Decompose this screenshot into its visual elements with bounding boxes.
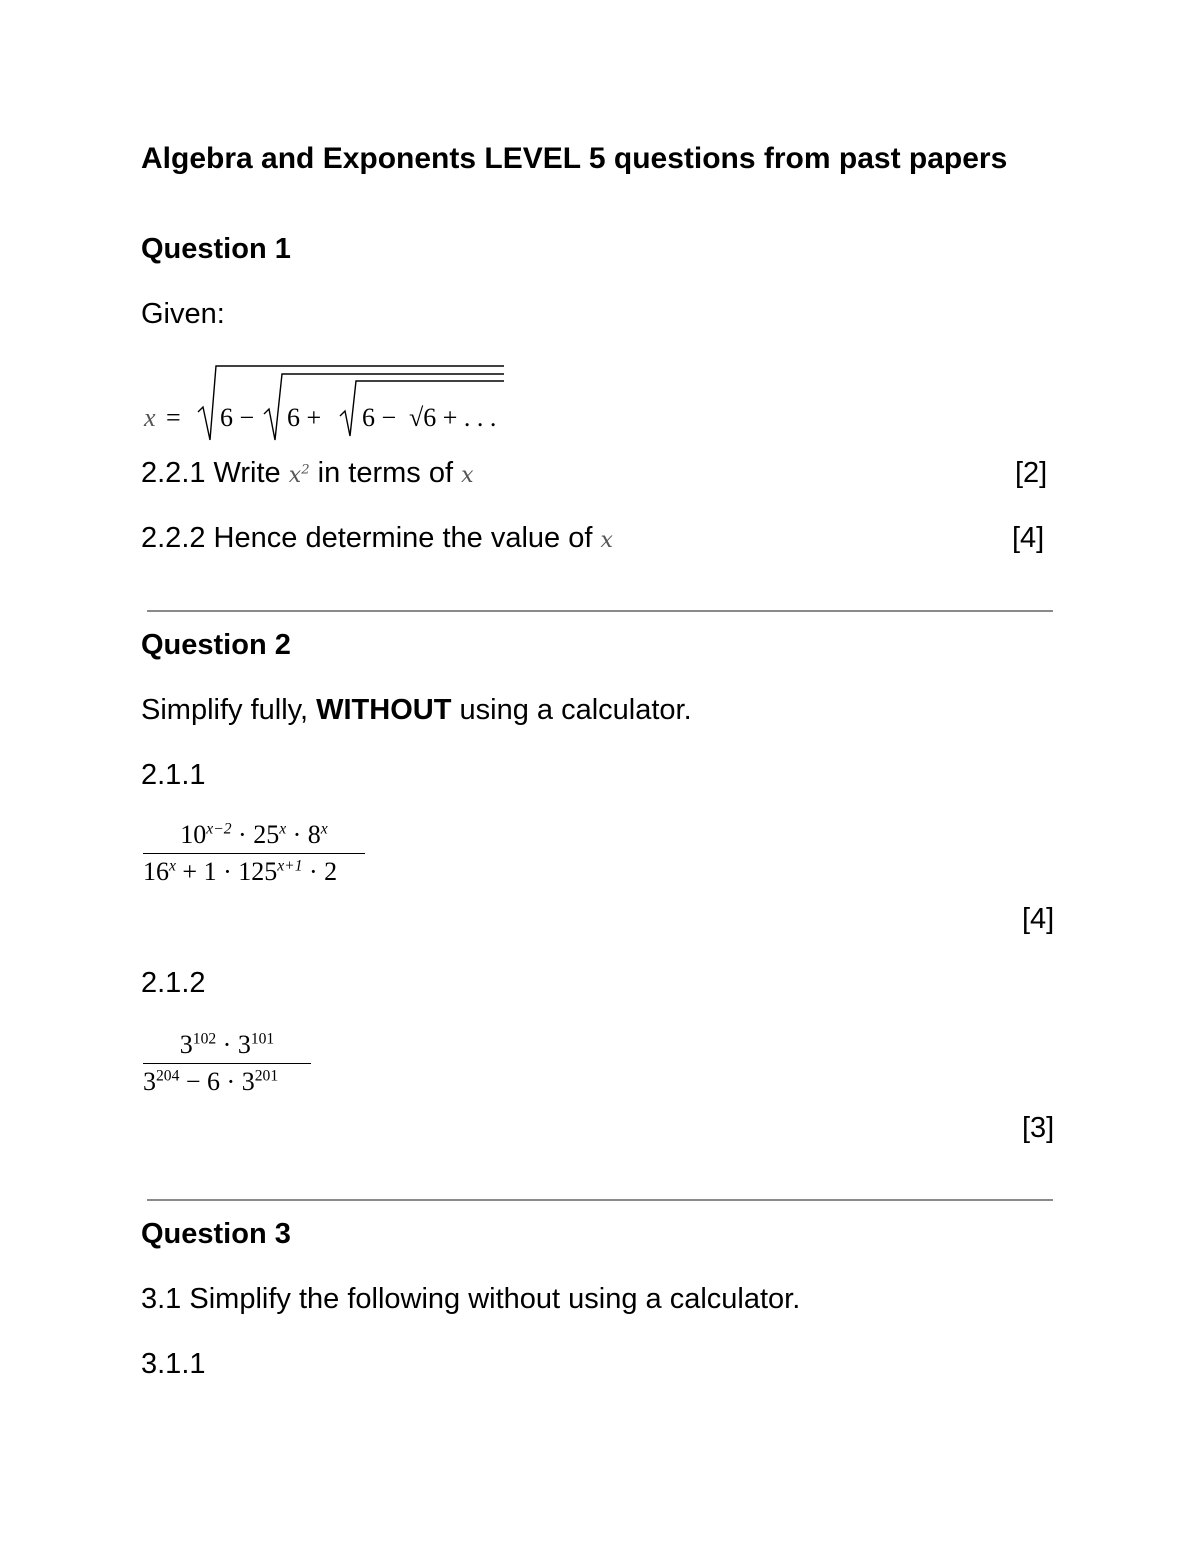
part-1-variable-2: x (461, 463, 474, 488)
instruction-pre: Simplify fully, (141, 694, 309, 726)
divider-1 (147, 610, 1053, 612)
part-1-variable (289, 463, 310, 488)
question-2-part-2-mark: [3] (1022, 1112, 1055, 1144)
question-2-heading: Question 2 (141, 629, 291, 661)
part-1-exponent: 2 (301, 462, 310, 478)
question-2-part-1-mark: [4] (1022, 903, 1055, 935)
fraction-denominator (143, 1064, 311, 1097)
question-2-part-1-label: 2.1.1 (141, 759, 206, 791)
expr-term-4: √6 + . . . (409, 403, 497, 432)
num-exp-a: 102 (192, 1030, 217, 1048)
question-2-part-2-label: 2.1.2 (141, 967, 206, 999)
divider-2 (147, 1199, 1053, 1201)
part-1-text-mid: in terms of (317, 457, 454, 489)
question-3-part-1-label: 3.1.1 (141, 1348, 206, 1380)
num-term-b: · 25 (231, 820, 280, 849)
expr-equals: = (166, 403, 181, 432)
den-exp-b: 201 (254, 1067, 279, 1085)
question-1-part-1 (141, 457, 474, 490)
den-term-a: 16 (143, 857, 169, 886)
part-1-mark: [2] (1015, 457, 1048, 489)
num-exp-a: x−2 (206, 820, 232, 838)
fraction-2-1-2 (143, 1030, 311, 1097)
fraction-numerator (143, 1030, 311, 1063)
num-term-a: 10 (180, 820, 207, 849)
part-2-mark: [4] (1012, 522, 1045, 554)
num-exp-b: x (279, 820, 287, 838)
den-term-b: + 1 · 125 (175, 857, 278, 886)
question-2-instruction (141, 694, 692, 727)
instruction-bold: WITHOUT (316, 694, 452, 726)
expr-lhs-variable: x (144, 403, 156, 432)
part-1-var: x (288, 463, 302, 488)
expr-term-2: 6 + (287, 403, 322, 432)
expr-term-3: 6 − (362, 403, 397, 432)
part-1-text-pre: 2.2.1 Write (141, 457, 281, 489)
question-3-heading: Question 3 (141, 1218, 291, 1250)
page-title: Algebra and Exponents LEVEL 5 questions from past papers (141, 142, 1008, 175)
den-term-c: · 2 (302, 857, 338, 886)
den-exp-b: x+1 (277, 857, 303, 875)
num-exp-b: 101 (250, 1030, 275, 1048)
instruction-post: using a calculator. (459, 694, 692, 726)
fraction-numerator (143, 820, 365, 853)
num-exp-c: x (320, 820, 328, 838)
expr-term-1: 6 − (220, 403, 255, 432)
question-1-heading: Question 1 (141, 233, 291, 265)
part-2-text-pre: 2.2.2 Hence determine the value of (141, 522, 593, 554)
num-term-c: · 8 (286, 820, 321, 849)
den-exp-a: 204 (156, 1067, 180, 1085)
fraction-denominator (143, 854, 365, 887)
question-1-part-2 (141, 522, 613, 555)
den-term-b: − 6 · 3 (179, 1067, 255, 1096)
den-term-a: 3 (143, 1067, 156, 1096)
den-exp-a: x (169, 857, 176, 875)
num-term-b: · 3 (216, 1030, 251, 1059)
num-term-a: 3 (179, 1030, 193, 1059)
question-1-given: Given: (141, 298, 225, 330)
question-3-instruction: 3.1 Simplify the following without using a calculator. (141, 1283, 801, 1315)
fraction-2-1-1 (143, 820, 365, 887)
part-2-variable: x (600, 528, 613, 553)
